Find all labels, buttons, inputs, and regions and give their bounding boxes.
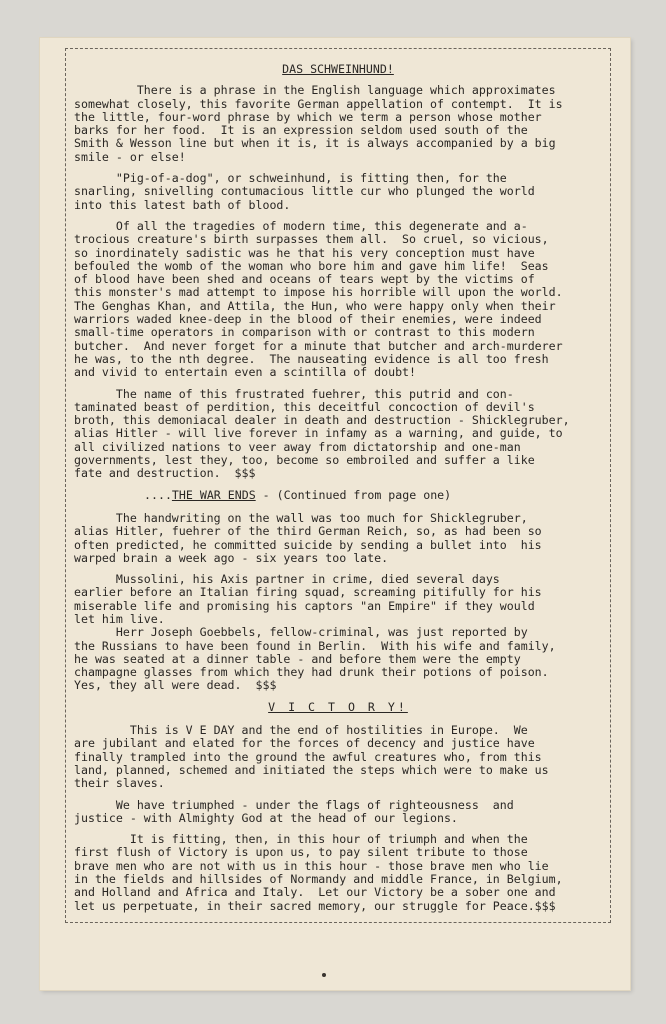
paragraph: The handwriting on the wall was too much for Shicklegruber, alias Hitler, fuehrer of the third German Reich, so, as had been so often predicted, he committed suicide by sending a bullet into his warped brain a week ago - six years too late. — [74, 510, 542, 565]
paragraph: Of all the tragedies of modern time, this degenerate and a- trocious creature's birth surpasses them all. So cruel, so vicious, so inordinately sadistic was he that his very conception must have befouled the womb of the woman who bore him and gave him life! Seas of blood have been shed and oceans of tears wept by the victims of this monster's mad attempt to impose his horrible will upon the world. The Genghas Khan, and Attila, the Hun, who were happy only when their warriors waded knee-deep in the blood of their enemies, were indeed small-time operators in comparison with or contrast to this modern butcher. And never forget for a minute that butcher and arch-murderer he was, to the nth degree. The nauseating evidence is all too fresh and vivid to entertain even a scintilla of doubt! — [74, 218, 563, 380]
paragraph: Mussolini, his Axis partner in crime, died several days earlier before an Italian firing squad, screaming pitifully for his miserable life and promising his captors "an Empire" if they would let him live. Herr Joseph Goebbels, fellow-criminal, was just reported by the Russians to have been found in Berlin. With his wife and family, he was seated at a dinner table - and before them were the empty champagne glasses from which they had drunk their potions of poison. Yes, they all were dead. $$$ — [74, 572, 556, 693]
page-mark-dot — [322, 973, 326, 977]
paragraph: We have triumphed - under the flags of righteousness and justice - with Almighty God at the head of our legions. — [74, 797, 514, 825]
paragraph: It is fitting, then, in this hour of triumph and when the first flush of Victory is upon us, to pay silent tribute to those brave men who are not with us in this hour - those brave men who lie in the fields and hillsides of Normandy and middle France, in Belgium, and Holland and Africa and Italy. Let our Victory be a sober one and let us perpetuate, in their sacred memory, our struggle for Peace.$$$ — [74, 832, 563, 913]
paragraph: The name of this frustrated fuehrer, this putrid and con- taminated beast of perdition, this deceitful concoction of devil's broth, this demoniacal dealer in death and destruction - Shicklegruber, alias Hitler - will live forever in infamy as a warning, and guide, to all civilized nations to veer away from dictatorship and one-man governments, lest they, too, become so embroiled and suffer a like fate and destruction. $$$ — [74, 386, 570, 481]
dashed-border-frame — [65, 48, 611, 923]
paragraph: "Pig-of-a-dog", or schweinhund, is fitting then, for the snarling, snivelling contumacious little cur who plunged the world into this latest bath of blood. — [74, 171, 535, 212]
article-title: DAS SCHWEINHUND! — [282, 62, 394, 76]
paragraph: There is a phrase in the English language which approximates somewhat closely, this favorite German appellation of contempt. It is the little, four-word phrase by which we term a person whose mother barks for her food. It is an expression seldom used south of the Smith & Wesson line but when it is, it is always accompanied by a big smile - or else! — [74, 83, 563, 164]
section-heading-war-ends: ....THE WAR ENDS - (Continued from page one) — [144, 487, 452, 502]
document-page — [40, 38, 630, 990]
section-heading-victory: V I C T O R Y! — [268, 699, 408, 714]
paragraph: This is V E DAY and the end of hostilities in Europe. We are jubilant and elated for the forces of decency and justice have finally trampled into the ground the awful creatures who, from this land, planned, schemed and initiated the steps which were to make us their slaves. — [74, 723, 549, 791]
